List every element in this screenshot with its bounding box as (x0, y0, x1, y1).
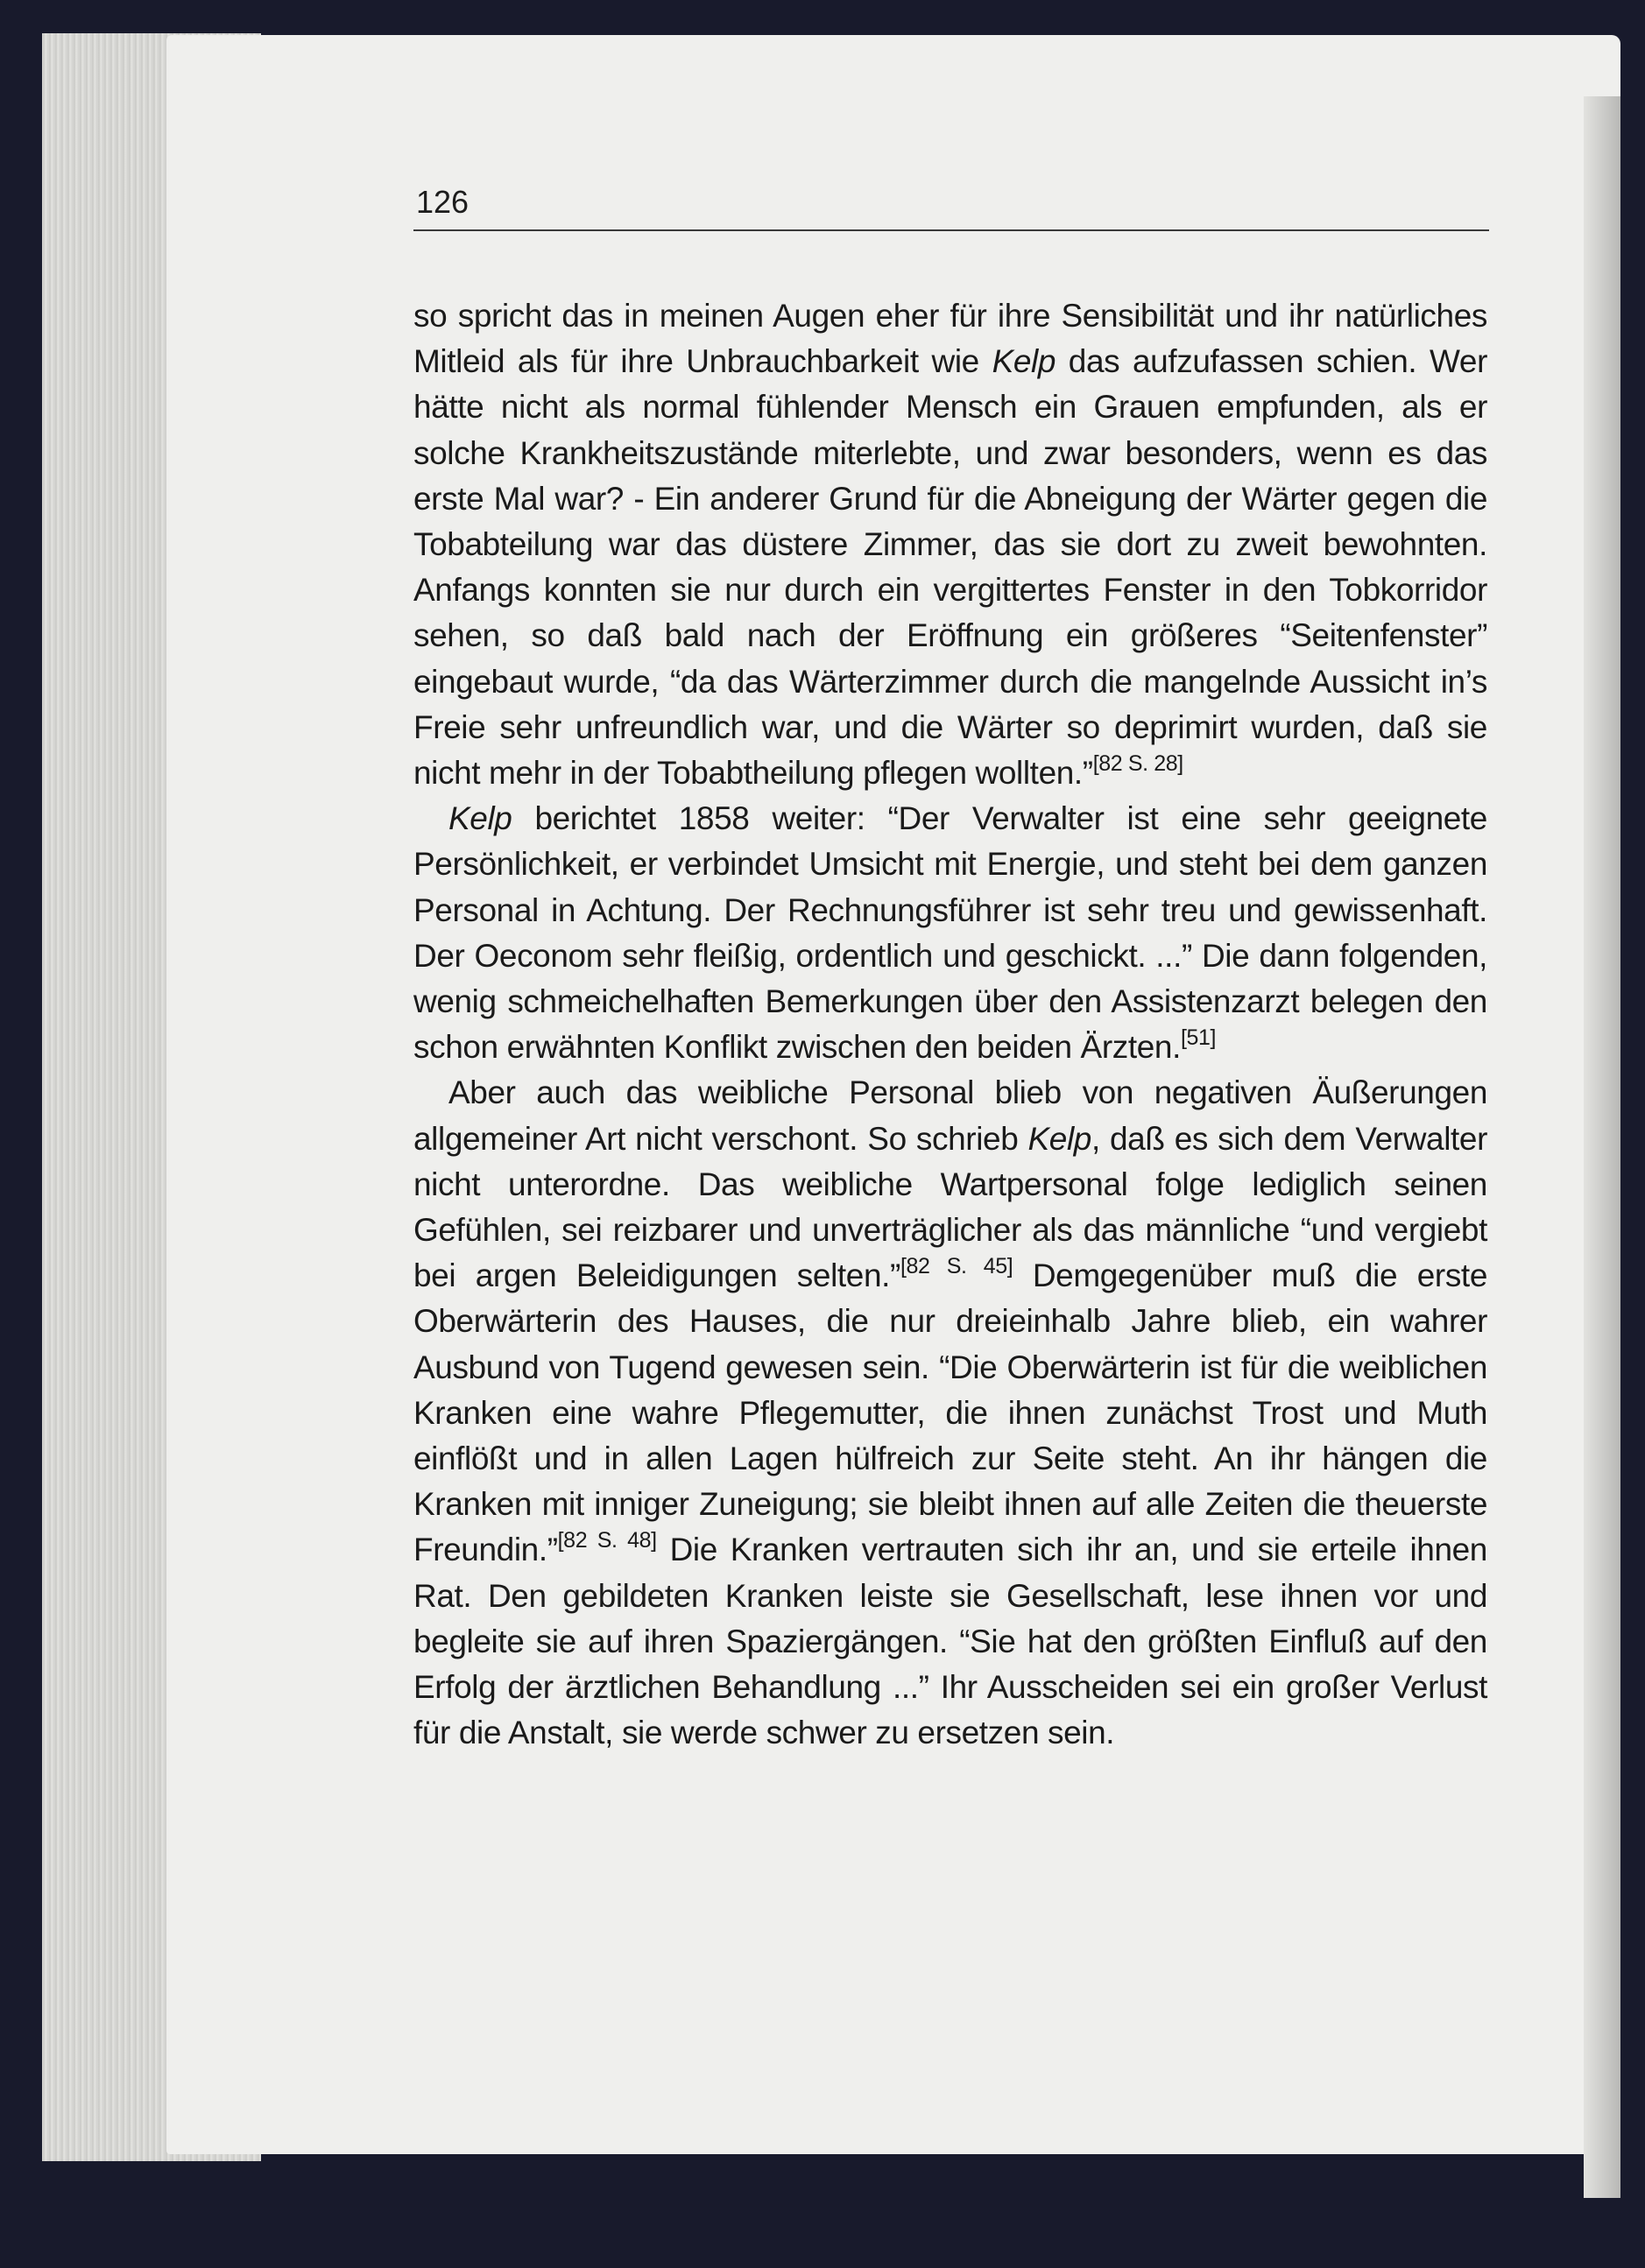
citation-reference: [82 S. 48] (557, 1528, 657, 1553)
text-run: das aufzufassen schien. Wer hätte nicht als normal fühlender Mensch ein Grauen empfunden, als er solche Krankheitszustände miterlebte, und zwar besonders, wenn es das erste Mal war? - Ein anderer Grund für die Abneigung der Wärter gegen die Tobabteilung war das düstere Zimmer, das sie dort zu zweit bewohnten. Anfangs konnten sie nur durch ein vergittertes Fenster in den Tobkorridor sehen, so daß bald nach der Eröffnung ein größeres “Seitenfenster” eingebaut wurde, “da das Wärterzimmer durch die mangelnde Aussicht in’s Freie sehr unfreundlich war, und die Wärter so deprimirt wurden, daß sie nicht mehr in der Tobabtheilung pflegen wollten.” (413, 343, 1487, 792)
spine-shadow (1584, 96, 1620, 2198)
paragraph (413, 293, 1487, 796)
text-run: so spricht das in meinen Augen eher für ihre Sensibilität und ihr natürliches Mitleid als für ihre Unbrauchbarkeit wie (413, 298, 1487, 380)
header-rule (413, 229, 1489, 231)
citation-reference: [51] (1180, 1025, 1217, 1051)
text-run: , daß es sich dem Verwalter nicht unterordne. Das weibliche Wartpersonal folge lediglich seinen Gefühlen, sei reizbarer und unverträglicher als das männliche “und vergiebt bei argen Beleidigungen selten.” (413, 1120, 1487, 1294)
author-name: Kelp (992, 343, 1056, 380)
text-run: Die Kranken vertrauten sich ihr an, und sie erteile ihnen Rat. Den gebildeten Kranken leiste sie Gesellschaft, lese ihnen vor und begleite sie auf ihren Spaziergängen. “Sie hat den größten Einfluß auf den Erfolg der ärztlichen Behandlung ...” Ihr Ausscheiden sei ein großer Verlust für die Anstalt, sie werde schwer zu ersetzen sein. (413, 1532, 1487, 1751)
author-name: Kelp (448, 800, 512, 837)
citation-reference: [82 S. 45] (900, 1254, 1013, 1279)
paragraph (413, 1070, 1487, 1756)
body-text (413, 293, 1487, 1757)
page-number: 126 (416, 184, 469, 220)
paragraph (413, 796, 1487, 1070)
text-run: Demgegenüber muß die erste Oberwärterin des Hauses, die nur dreieinhalb Jahre blieb, ein wahrer Ausbund von Tugend gewesen sein. “Die Oberwärterin ist für die weiblichen Kranken eine wahre Pflegemutter, die ihnen zunächst Trost und Muth einflößt und in allen Lagen hülfreich zur Seite steht. An ihr hängen die Kranken mit inniger Zuneigung; sie bleibt ihnen auf alle Zeiten die theuerste Freundin.” (413, 1257, 1487, 1568)
author-name: Kelp (1027, 1120, 1091, 1157)
citation-reference: [82 S. 28] (1092, 751, 1183, 777)
text-run: berichtet 1858 weiter: “Der Verwalter ist eine sehr geeignete Persönlichkeit, er verbindet Umsicht mit Energie, und steht bei dem ganzen Personal in Achtung. Der Rechnungsführer ist sehr treu und gewissenhaft. Der Oeconom sehr fleißig, ordentlich und geschickt. ...” Die dann folgenden, wenig schmeichelhaften Bemerkungen über den Assistenzarzt belegen den schon erwähnten Konflikt zwischen den beiden Ärzten. (413, 800, 1487, 1066)
text-run: Aber auch das weibliche Personal blieb von negativen Äußerungen allgemeiner Art nicht verschont. So schrieb (413, 1074, 1487, 1157)
